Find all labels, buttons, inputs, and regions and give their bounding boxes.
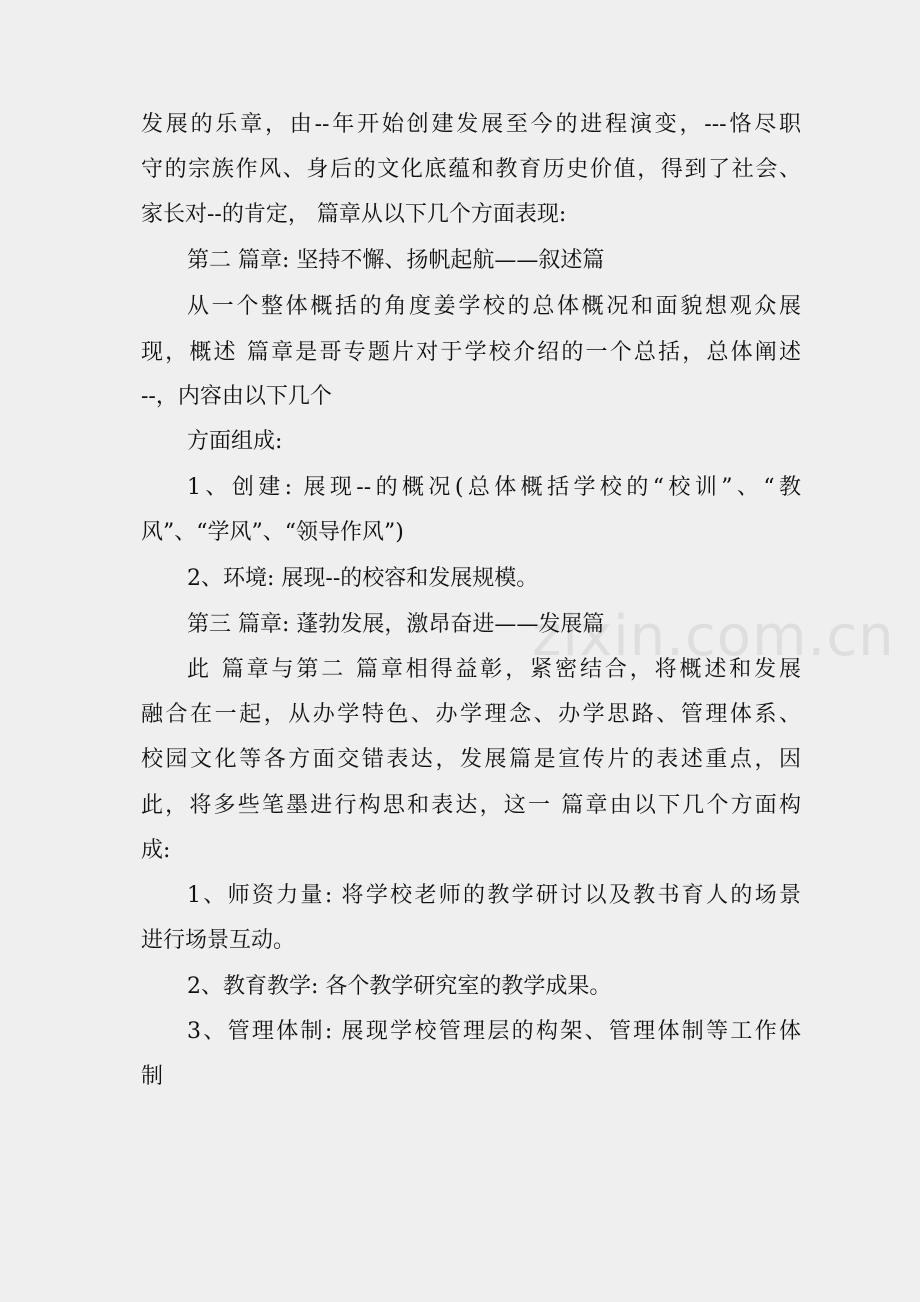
paragraph-line: 方面组成: bbox=[187, 429, 283, 454]
paragraph-line: 守的宗族作风、身后的文化底蕴和教育历史价值，得到了社会、 bbox=[141, 157, 801, 182]
watermark: zixin.com.cn bbox=[532, 604, 895, 669]
list-item: 3、管理体制: 展现学校管理层的构架、管理体制等工作体 bbox=[187, 1019, 801, 1044]
paragraph-line: 此，将多些笔墨进行构思和表达，这一 篇章由以下几个方面构 bbox=[141, 793, 801, 818]
paragraph-line: 成: bbox=[141, 838, 171, 863]
list-item: 1、师资力量: 将学校老师的教学研讨以及教书育人的场景 bbox=[187, 883, 801, 908]
paragraph-line: 从一个整体概括的角度姜学校的总体概况和面貌想观众展 bbox=[187, 294, 801, 319]
section-heading-2: 第二 篇章: 坚持不懈、扬帆起航——叙述篇 bbox=[187, 248, 605, 273]
list-item: 进行场景互动。 bbox=[141, 928, 296, 953]
section-heading-3: 第三 篇章: 蓬勃发展，激昂奋进——发展篇 bbox=[187, 612, 605, 637]
list-item: 2、教育教学: 各个教学研究室的教学成果。 bbox=[187, 974, 612, 999]
list-item: 1、创建: 展现--的概况(总体概括学校的“校训”、“教 bbox=[187, 475, 801, 500]
list-item: 风”、“学风”、“领导作风”) bbox=[141, 520, 404, 545]
paragraph-line: --，内容由以下几个 bbox=[141, 384, 332, 409]
paragraph-line: 发展的乐章，由--年开始创建发展至今的进程演变，---恪尽职 bbox=[141, 112, 801, 137]
paragraph-line: 此 篇章与第二 篇章相得益彰，紧密结合，将概述和发展 bbox=[187, 657, 801, 682]
paragraph-line: 融合在一起，从办学特色、办学理念、办学思路、管理体系、 bbox=[141, 702, 801, 727]
list-item: 2、环境: 展现--的校容和发展规模。 bbox=[187, 566, 539, 591]
paragraph-line: 现，概述 篇章是哥专题片对于学校介绍的一个总括，总体阐述 bbox=[141, 340, 801, 365]
paragraph-line: 家长对--的肯定， 篇章从以下几个方面表现: bbox=[141, 202, 567, 227]
paragraph-line: 校园文化等各方面交错表达，发展篇是宣传片的表述重点，因 bbox=[141, 747, 801, 772]
list-item: 制 bbox=[141, 1064, 164, 1089]
